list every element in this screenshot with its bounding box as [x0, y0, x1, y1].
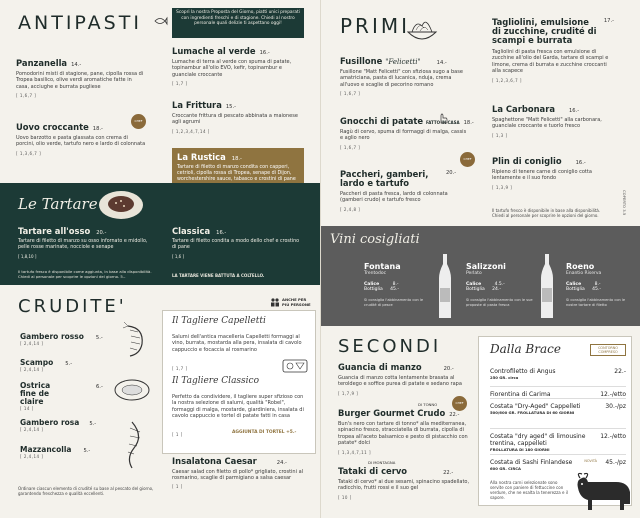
item-code: [ 1,7,9 ] — [338, 390, 359, 396]
wine-name: Fontana — [364, 262, 401, 271]
item-desc: Paccheri di pasta fresca, lardo di colonnata (gamberi crudo) e tartufo fresco — [340, 191, 448, 204]
item-price: 18.- — [463, 120, 474, 126]
secondi-item-tataki — [338, 466, 470, 500]
item-name: Gnocchi di patate — [340, 116, 424, 126]
primi-item-gnocchi — [340, 116, 474, 150]
capelletti-desc: Salumi dell'antica macelleria Capelletti formaggi al vino, burrata, mostarda alla pera, insalata di cavolo cappuccio e focaccia al rosmarino — [172, 334, 302, 353]
item-name: Gambero rosso — [20, 332, 84, 341]
item-name: Tataki di cervo — [338, 466, 408, 476]
item-code: [ 1,6,7 ] — [340, 144, 361, 150]
brace-note: Alla nostra carni selezionate sono servite con paniere di fettuccine con verdure, che ne esalta la tenerezza e il sapore. — [490, 480, 568, 500]
item-price: 22.- — [443, 470, 454, 476]
wine-fontana — [364, 262, 434, 307]
promo-text: Scopri la nostra Proposta del Giorno, piatti unici preparati con ingredienti freschi e di stagione. Chiedi al nostro personale quali delizie ti aspettano oggi! — [176, 10, 300, 27]
crudite-item-ostrica — [20, 382, 90, 411]
burger-tag: DI TONNO — [418, 402, 438, 407]
item-price: 16.- — [575, 160, 586, 166]
chef-badge-icon: CHEF — [452, 396, 467, 411]
item-name: La Carbonara — [492, 104, 555, 114]
item-name: Costata di Sashi Finlandese — [490, 459, 573, 466]
item-name: Gambero rosa — [20, 418, 80, 427]
item-price: 14.- — [71, 62, 82, 68]
primi-item-tagliolini — [492, 18, 614, 83]
item-price: 5.- — [65, 361, 73, 367]
wine-name: Roeno — [566, 262, 595, 271]
item-sub: 600 GR. CIRCA — [490, 466, 521, 471]
anche-note: ANCHE PER PIÙ PERSONE — [282, 297, 311, 307]
people-icon — [270, 297, 280, 307]
classico-code: [ 1 ] — [172, 432, 183, 437]
oyster-icon — [112, 376, 152, 404]
classico-desc: Perfetto da condividere, il tagliere super sfizioso con la nostra selezione di salumi, qualità "Robel", formaggi di malga, mostarde, giardiniera, insalata di cavolo cappuccio e tortel di patate fatti in casa — [172, 394, 304, 420]
item-code: [ 1,3,6,7 ] — [16, 150, 42, 156]
tartare-item-osso — [18, 226, 158, 259]
item-price: 15.- — [225, 104, 236, 110]
item-desc: Spaghettone "Matt Felicetti" alla carbonara, guanciale croccante e tuorlo fresco — [492, 117, 602, 130]
wine-sub: Perlato — [466, 271, 482, 276]
chef-badge-icon: CHEF — [460, 152, 475, 167]
caesar-item — [172, 456, 312, 489]
item-desc: Ragù di cervo, spuma di formaggi di malga, cassis e aglio nero — [340, 129, 467, 142]
item-code: [ 1,6 ] — [172, 254, 185, 260]
item-name: La Rustica — [177, 152, 226, 162]
item-code: [ 14 ] — [20, 406, 34, 411]
primi-item-carbonara — [492, 104, 614, 138]
wine-salizzoni — [466, 262, 536, 307]
item-code: [ 1,3,4,7,11 ] — [338, 449, 372, 455]
tortel-addon: AGGIUNTA DI TORTEL +5.- — [232, 430, 297, 435]
item-sub: 500/600 GR. FROLLATURA DI 60 GIORNI — [490, 410, 575, 415]
calice-price: 8.- — [594, 282, 601, 287]
item-sub: 250 GR. circa — [490, 375, 519, 380]
item-name: La Frittura — [172, 100, 222, 110]
item-code: [ 2,4,14 ] — [20, 341, 44, 346]
calice-price: 8.- — [392, 282, 399, 287]
item-code: [ 1,6,7 ] — [16, 93, 37, 99]
tartare-knife-note: LA TARTARE VIENE BATTUTA A COLTELLO. — [172, 273, 265, 278]
promo-box — [172, 8, 304, 38]
prawn-icon — [116, 418, 148, 472]
item-code: [ 1,2,3,6,7 ] — [492, 77, 522, 83]
item-name: Tagliolini, emulsione di zucchine, crudité di scampi e burrata — [492, 17, 597, 45]
brace-item-sashi — [490, 454, 626, 471]
item-code: [ 1,2,3,4,7,14 ] — [172, 128, 210, 134]
crudite-title: CRUDITE' — [18, 296, 127, 317]
calice-label: Calice — [364, 282, 380, 287]
item-desc: Tagliolini di pasta fresca con emulsione di zucchine all'olio del Garda, tartare di scampi e limone, crema di burrata e zucchine croccanti alla scapece — [492, 49, 609, 75]
item-code: [ 1 ] — [172, 483, 183, 489]
item-desc: Tartare di filetto condita a modo dello chef e crostino di pane — [172, 239, 300, 251]
item-name: Paccheri, gamberi, lardo e tartufo — [340, 169, 429, 188]
bottiglia-label: Bottiglia — [466, 287, 485, 292]
item-desc: Fusillone "Matt Felicetti" con sfiziosa sugo a base amatriciana, pasta di lucanica, nduja, crema all'uovo e scaglie di pecorino romano — [340, 69, 463, 88]
item-price: 18.- — [92, 126, 103, 132]
primi-item-fusillone — [340, 56, 470, 96]
item-desc: Lumache di terra al verde con spuma di patate, topinambur all'olio EVO, kefir, topinambur e guanciale croccante — [172, 59, 292, 78]
crudite-item-gambero-rosso — [20, 332, 110, 346]
item-name: Tartare all'osso — [18, 226, 91, 236]
item-code: [ 2,4,14 ] — [20, 427, 44, 432]
item-price: 16.- — [216, 230, 227, 236]
wine-sub: Enantio Riserva — [566, 271, 602, 276]
wine-roeno — [566, 262, 632, 307]
item-code: [ 1,7 ] — [172, 81, 188, 87]
secondi-item-guancia — [338, 362, 470, 396]
item-code: [ 10 ] — [338, 494, 352, 500]
item-price: 12.-/etto — [600, 433, 626, 440]
item-code: [ 2,4,14 ] — [20, 367, 44, 372]
cutting-board-icon — [280, 350, 310, 380]
wine-desc: Si consiglia l'abbinamento con le nostre tartare di filetto — [566, 298, 626, 307]
crudite-item-mazzancolla — [20, 445, 110, 459]
vini-title: Vini cosigliati — [330, 232, 420, 247]
item-price: 22.- — [614, 368, 626, 375]
primi-title: PRIMI — [340, 14, 411, 38]
item-price: 5.- — [89, 421, 97, 427]
primi-item-paccheri — [340, 170, 470, 212]
hand-pointer-icon — [438, 112, 448, 124]
item-price: 20.- — [446, 170, 457, 176]
secondi-item-burger — [338, 408, 470, 455]
item-name: Plin di coniglio — [492, 156, 562, 166]
item-price: 45.-/pz — [605, 459, 626, 466]
tartare-plate-icon — [96, 188, 146, 222]
tataki-tag: DI MONTAGNA — [368, 460, 396, 465]
bottiglia-label: Bottiglia — [364, 287, 383, 292]
capelletti-title: Il Tagliere Capelletti — [172, 316, 266, 326]
antipasti-item-panzanella — [16, 58, 146, 98]
antipasti-title: ANTIPASTI — [18, 12, 142, 34]
item-name: Costata "Dry-Aged" Cappelleti — [490, 403, 581, 410]
pasta-bowl-icon — [402, 10, 442, 50]
item-price: 5.- — [95, 335, 103, 341]
item-name: Controfiletto di Angus — [490, 368, 556, 375]
item-name: Scampo — [20, 358, 54, 367]
bottiglia-price: 45.- — [390, 287, 399, 292]
item-tag: FATTO IN CASA — [425, 120, 460, 125]
calice-label: Calice — [566, 282, 582, 287]
brace-item-dry-aged — [490, 398, 626, 415]
primi-item-plin — [492, 156, 614, 190]
item-price: 16.- — [568, 108, 580, 114]
bottiglia-price: 45.- — [592, 287, 601, 292]
item-sub: FROLLATURA DI 180 GIORNI — [490, 447, 550, 452]
item-name: Costata "dry aged" di limousine trentina, cappelleti — [490, 433, 586, 447]
item-name: Uovo croccante — [16, 122, 89, 132]
item-code: [ 1,8,10 ] — [18, 254, 37, 260]
item-name: Classica — [172, 226, 211, 236]
classico-title: Il Tagliere Classico — [172, 376, 260, 386]
item-name: Insalatona Caesar — [172, 456, 257, 466]
item-desc: Caesar salad con filetto di pollo* grigliato, crostini al rosmarino, scaglie di parmigiano a salsa caesar — [172, 469, 304, 482]
brace-title: Dalla Brace — [490, 342, 561, 356]
item-name: Fusillone — [340, 56, 383, 66]
capelletti-code: [ 1,7 ] — [172, 366, 188, 371]
item-desc: Tartare di filetto di manzo condita con capperi, cetrioli, cipolla rossa di Tropea, senape di Dijon, worchestershire sauce, tabasco e crostini di pane — [177, 165, 296, 183]
brace-item-fiorentina — [490, 386, 626, 398]
item-name: Panzanella — [16, 58, 68, 68]
item-code: [ 1,6,7 ] — [340, 91, 361, 97]
ox-illustration-icon — [572, 470, 636, 514]
antipasti-item-lumache — [172, 46, 304, 86]
wine-desc: Si consiglia l'abbinamento con le crudité di pesce — [364, 298, 424, 307]
crudite-note: Ordinare ciascun elemento di crudité su base al pescato del giorno, garantendo freschezza e qualità eccellenti. — [18, 486, 154, 496]
contorno-badge: CONTORNO COMPRESO — [590, 344, 626, 356]
crudite-item-gambero-rosa — [20, 418, 110, 432]
chef-badge-icon: CHEF — [131, 114, 146, 129]
item-desc: Bun's nero con tartare di tonno* alla mediterranea, spinacino fresco, stracciatella di burrata, cipolla di tropea all'aceto balsamico e pesto di pistacchio con patate* dolci — [338, 421, 468, 447]
item-code: [ 2,4,8 ] — [340, 206, 361, 212]
item-name: Lumache al verde — [172, 46, 256, 56]
tartare-note: Il tartufo fresco è disponibile come aggiunta, in base alla disponibilità. Chiedi al personale per scoprire le opzioni del giorno. 5.- — [18, 269, 152, 279]
item-name: Mazzancolla — [20, 445, 72, 454]
brace-item-limousine — [490, 428, 626, 452]
item-desc: Croccante frittura di pescato abbinata a maionese agli agrumi — [172, 113, 298, 126]
calice-label: Calice — [466, 282, 482, 287]
item-code: [ 2,4,14 ] — [20, 454, 44, 459]
item-desc: Tataki di cervo* ai due sesami, spinacino spadellato, radicchio, frutti rossi e il suo gel — [338, 479, 470, 492]
calice-price: 4.5.- — [494, 282, 505, 287]
wine-sub: Trentodoc — [364, 271, 387, 276]
wine-desc: Si consiglia l'abbinamento con le sue proposte di pasta fresca — [466, 298, 533, 307]
item-name: Fiorentina di Carima — [490, 391, 551, 398]
item-price: 30.-/pz — [605, 403, 626, 410]
brace-item-angus — [490, 368, 626, 380]
wine-name: Salizzoni — [466, 262, 506, 271]
coperto-note: COPERTO 3.5 — [622, 190, 627, 216]
item-price: 22.- — [449, 412, 460, 418]
item-price: 18.- — [231, 156, 242, 162]
item-price: 24.- — [276, 460, 287, 466]
primi-note: Il tartufo fresco è disponibile in base alla disponibilità. Chiedi al personale per scoprire le opzioni del giorno. — [492, 208, 601, 218]
item-name: Ostrica fine de claire — [20, 381, 51, 406]
item-name-italic: "Felicetti" — [385, 58, 421, 66]
bottiglia-price: 24.- — [492, 287, 501, 292]
item-price: 20.- — [443, 366, 454, 372]
item-price: 14.- — [436, 60, 447, 66]
bottiglia-label: Bottiglia — [566, 287, 585, 292]
item-price: 16.- — [259, 50, 270, 56]
secondi-title: SECONDI — [338, 336, 442, 357]
crudite-item-scampo — [20, 358, 110, 372]
item-price: 5.- — [83, 448, 91, 454]
item-price: 12.-/etto — [600, 391, 626, 398]
wine-bottle-icon — [438, 254, 452, 320]
item-desc: Pomodorini misti di stagione, pane, cipolla rossa di Tropea basilico, olive verdi aromatiche fatte in casa, acciughe e burrata pugliese — [16, 71, 144, 90]
item-desc: Uovo barzotto e pasta glassata con crema di porcini, olio verde, tartufo nero e lardo di colonnata — [16, 135, 146, 148]
antipasti-item-uovo — [16, 122, 146, 156]
item-name: Burger Gourmet Crudo — [338, 408, 446, 418]
antipasti-item-frittura — [172, 100, 304, 134]
tartare-title: Le Tartare — [18, 195, 98, 213]
novita-tag: NOVITÀ — [584, 459, 597, 463]
tartare-item-classica — [172, 226, 304, 259]
item-code: [ 1,3,9 ] — [492, 184, 513, 190]
wine-bottle-icon — [540, 254, 554, 320]
item-price: 20.- — [96, 230, 107, 236]
item-desc: Guancia di manzo cotta lentamente brasata al teroldego e soffice purea di patate e sedano rapa — [338, 375, 462, 388]
item-price: 17.- — [603, 18, 614, 24]
shrimp-icon — [122, 320, 150, 360]
item-code: [ 1,3 ] — [492, 132, 508, 138]
item-name: Guancia di manzo — [338, 362, 422, 372]
item-desc: Ripieno di tenere carne di coniglio cotta lentamente e il suo fondo — [492, 169, 592, 182]
item-desc: Tartare di filetto di manzo su osso infornato e midollo, pelle rosse marinate, nocciole e senape — [18, 239, 148, 251]
fish-icon — [154, 14, 168, 28]
item-price: 6.- — [96, 384, 103, 390]
